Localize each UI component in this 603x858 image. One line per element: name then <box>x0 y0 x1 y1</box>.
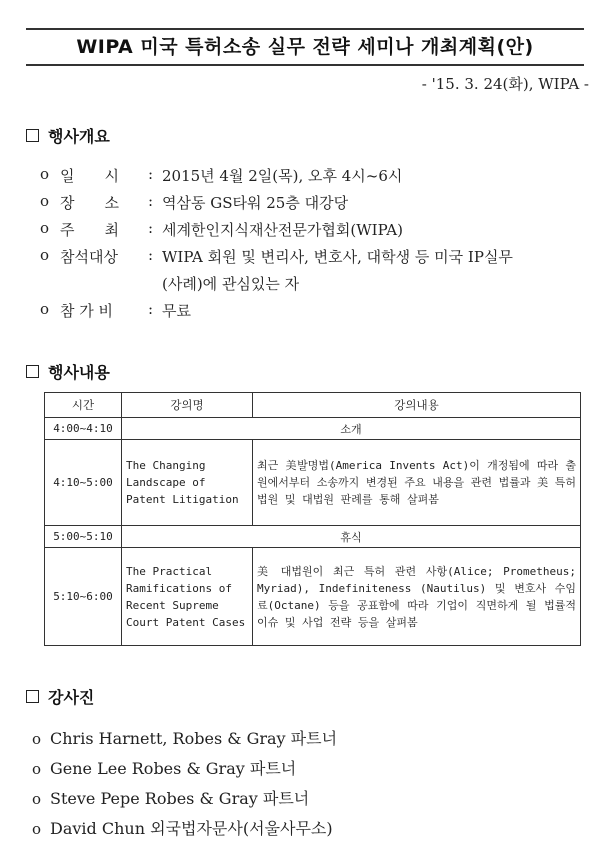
colon: : <box>148 219 154 237</box>
table-row <box>45 418 581 440</box>
bullet: o <box>32 760 42 778</box>
speaker-text: Chris Harnett, Robes & Gray 파트너 <box>50 729 338 748</box>
overview-value: WIPA 회원 및 변리사, 변호사, 대학생 등 미국 IP실무 <box>162 248 513 266</box>
overview-value: 세계한인지식재산전문가협회(WIPA) <box>162 221 403 239</box>
document-title: WIPA 미국 특허소송 실무 전략 세미나 개최계획(안) <box>76 36 534 58</box>
date-line: - '15. 3. 24(화), WIPA - <box>421 75 589 93</box>
row-time: 5:10~6:00 <box>45 548 122 646</box>
speakers-heading <box>26 685 94 708</box>
overview-item-fee <box>40 300 191 321</box>
overview-value: 역삼동 GS타워 25층 대강당 <box>162 194 349 212</box>
colon: : <box>148 246 154 264</box>
overview-label: 주 최 <box>60 221 119 239</box>
row-span-label: 휴식 <box>122 526 581 548</box>
square-bullet-icon <box>26 129 39 142</box>
overview-item-venue <box>40 192 348 213</box>
row-time: 4:00~4:10 <box>45 418 122 440</box>
colon: : <box>148 165 154 183</box>
row-time: 5:00~5:10 <box>45 526 122 548</box>
row-span-label: 소개 <box>122 418 581 440</box>
table-row <box>45 548 581 646</box>
title-bottom-rule <box>26 64 584 66</box>
bullet: o <box>40 300 50 318</box>
bullet: o <box>32 790 42 808</box>
square-bullet-icon <box>26 365 39 378</box>
speaker-item <box>32 726 337 749</box>
speaker-item <box>32 786 309 809</box>
row-lecture-desc: 최근 美발명법(America Invents Act)이 개정됨에 따라 출원에서부터 소송까지 변경된 주요 내용을 관련 법률과 美 특허법원 및 대법원 판례를 통해 살펴봄 <box>253 440 581 526</box>
table-row <box>45 526 581 548</box>
row-lecture-desc: 美 대법원이 최근 특허 관련 사항(Alice; Prometheus; Myriad), Indefiniteness (Nautilus) 및 변호사 수임료(Octane) 등을 공표함에 따라 기업이 직면하게 될 법률적 이슈 및 사업 전략 등을 살펴봄 <box>253 548 581 646</box>
overview-item-date <box>40 165 402 186</box>
speakers-heading-text: 강사진 <box>48 688 95 707</box>
bullet: o <box>40 219 50 237</box>
row-lecture-title: The Practical Ramifications of Recent Supreme Court Patent Cases <box>122 548 253 646</box>
row-lecture-title: The Changing Landscape of Patent Litigation <box>122 440 253 526</box>
bullet: o <box>32 730 42 748</box>
overview-label: 참 가 비 <box>60 302 114 320</box>
speaker-text: David Chun 외국법자문사(서울사무소) <box>50 819 333 838</box>
overview-item-host <box>40 219 403 240</box>
overview-item-audience <box>40 246 513 267</box>
colon: : <box>148 300 154 318</box>
table-header-row <box>45 393 581 418</box>
speaker-item <box>32 816 333 839</box>
bullet: o <box>40 246 50 264</box>
bullet: o <box>40 165 50 183</box>
header-lecture: 강의명 <box>122 393 253 418</box>
program-table <box>44 392 581 646</box>
overview-label: 일 시 <box>60 167 119 185</box>
overview-label: 참석대상 <box>60 248 118 266</box>
header-content: 강의내용 <box>253 393 581 418</box>
speaker-text: Gene Lee Robes & Gray 파트너 <box>50 759 297 778</box>
speaker-text: Steve Pepe Robes & Gray 파트너 <box>50 789 310 808</box>
overview-value: 무료 <box>162 302 191 320</box>
row-time: 4:10~5:00 <box>45 440 122 526</box>
overview-heading <box>26 124 110 147</box>
bullet: o <box>32 820 42 838</box>
overview-heading-text: 행사개요 <box>48 127 110 146</box>
table-row <box>45 440 581 526</box>
speaker-item <box>32 756 296 779</box>
title-top-rule <box>26 28 584 30</box>
square-bullet-icon <box>26 690 39 703</box>
program-heading-text: 행사내용 <box>48 363 110 382</box>
overview-value: 2015년 4월 2일(목), 오후 4시~6시 <box>162 167 403 185</box>
bullet: o <box>40 192 50 210</box>
overview-audience-continued: (사례)에 관심있는 자 <box>162 275 300 293</box>
overview-label: 장 소 <box>60 194 119 212</box>
program-heading <box>26 360 110 383</box>
header-time: 시간 <box>45 393 122 418</box>
colon: : <box>148 192 154 210</box>
